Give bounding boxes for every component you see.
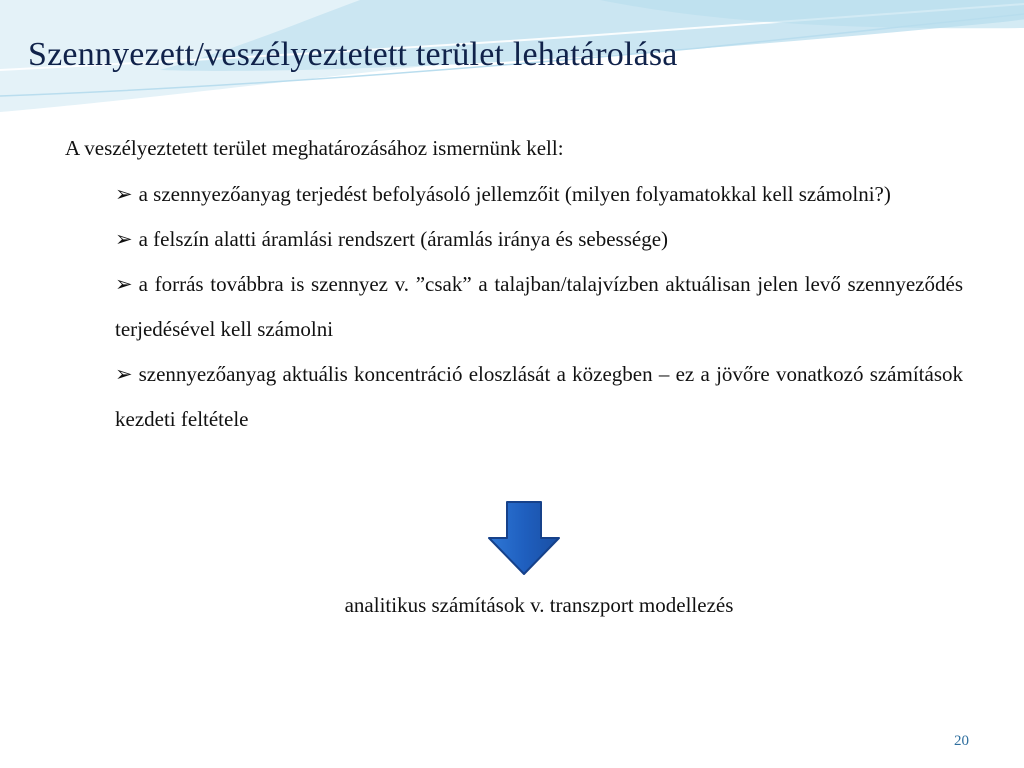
bullet-text: szennyezőanyag aktuális koncentráció eloszlását a közegben – ez a jövőre vonatkozó számítások kezdeti feltétele (115, 362, 963, 431)
list-item (115, 172, 963, 217)
list-item (115, 262, 963, 352)
arrowhead-bullet-icon: ➢ (115, 227, 133, 251)
bullet-text: a forrás továbbra is szennyez v. ”csak” a talajban/talajvízben aktuálisan jelen levő szennyeződés terjedésével kell számolni (115, 272, 963, 341)
result-text: analitikus számítások v. transzport modellezés (344, 593, 734, 617)
slide-title: Szennyezett/veszélyeztetett terület lehatárolása (28, 36, 678, 73)
intro-text: A veszélyeztetett terület meghatározásához ismernünk kell: (65, 136, 564, 160)
bullet-text: a szennyezőanyag terjedést befolyásoló jellemzőit (milyen folyamatokkal kell számolni?) (138, 182, 891, 206)
arrowhead-bullet-icon: ➢ (115, 362, 133, 386)
page-number: 20 (954, 733, 969, 749)
bullet-list (115, 172, 963, 442)
arrowhead-bullet-icon: ➢ (115, 182, 133, 206)
down-arrow-icon (487, 500, 561, 576)
list-item (115, 217, 963, 262)
list-item (115, 352, 963, 442)
bullet-text: a felszín alatti áramlási rendszert (áramlás iránya és sebessége) (138, 227, 669, 251)
arrowhead-bullet-icon: ➢ (115, 272, 133, 296)
